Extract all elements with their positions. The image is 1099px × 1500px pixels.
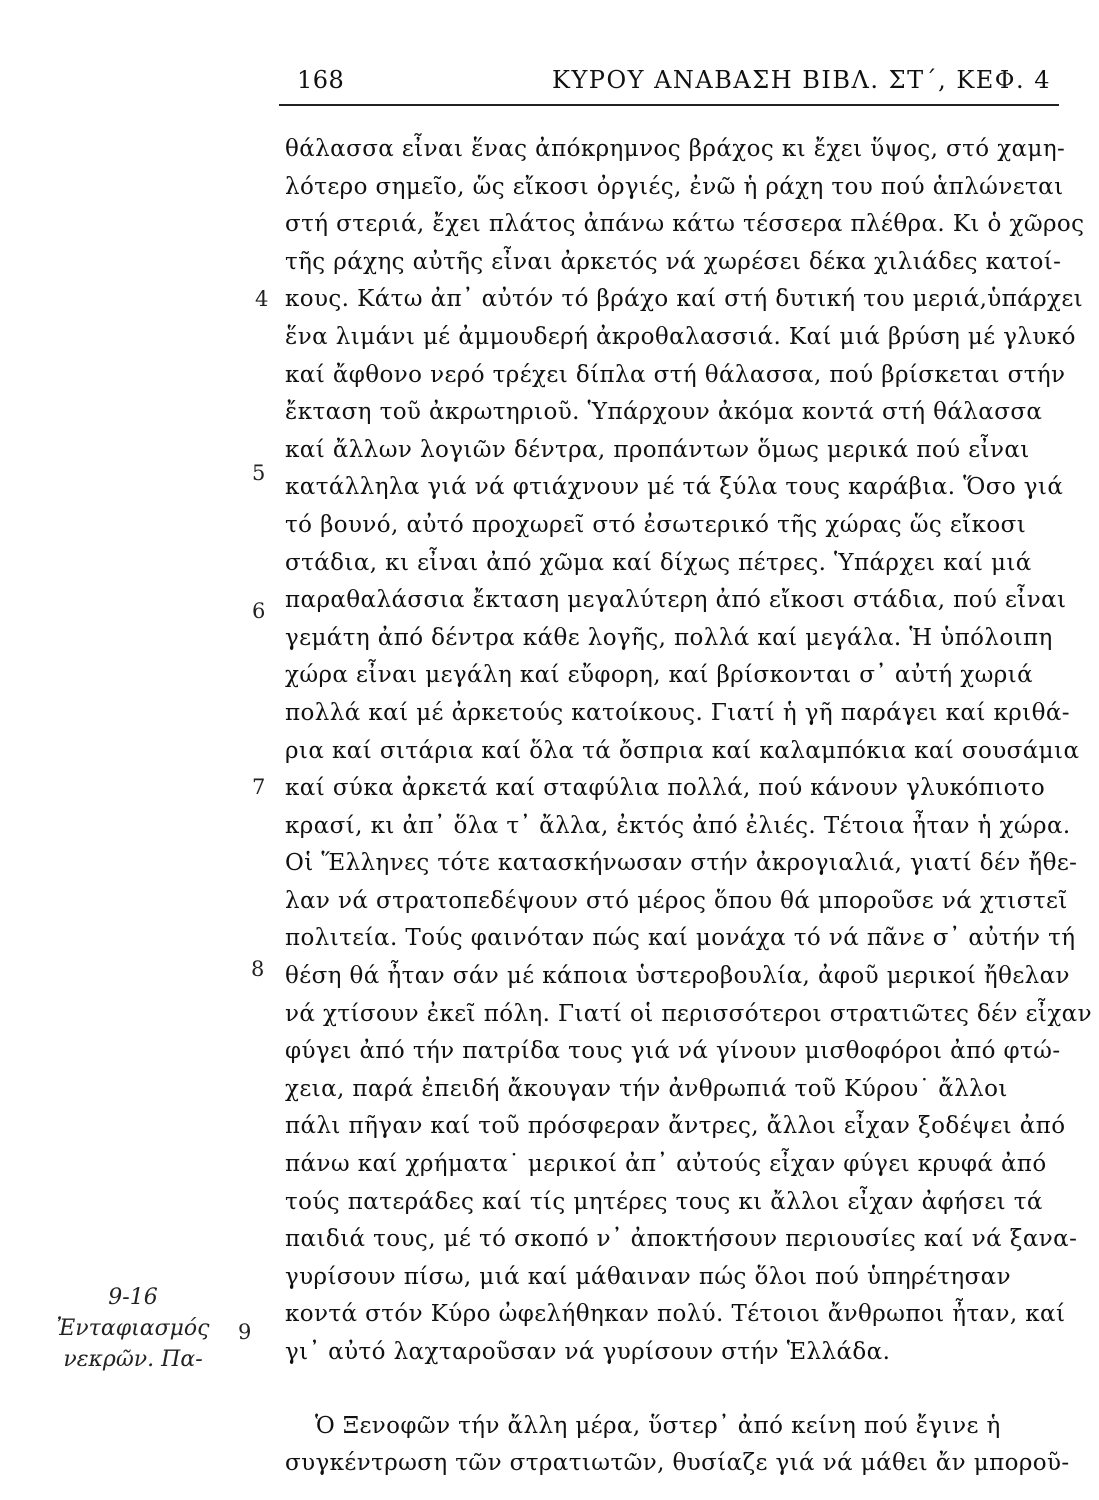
text-line: χεια, παρά ἐπειδή ἄκουγαν τήν ἀνθρωπιά τοῦ Κύρου˙ ἄλλοι — [285, 1075, 1008, 1102]
page-header — [283, 66, 1051, 100]
text-line: τούς πατεράδες καί τίς μητέρες τους κι ἄλλοι εἶχαν ἀφήσει τά — [285, 1188, 1043, 1215]
text-line: θέση θά ἦταν σάν μέ κάποια ὑστεροβουλία, ἀφοῦ μερικοί ἤθελαν — [285, 963, 1070, 990]
section-number: 9 — [238, 1320, 252, 1344]
text-line: Ὁ Ξενοφῶν τήν ἄλλη μέρα, ὕστερ᾽ ἀπό κείνη πού ἔγινε ἡ — [315, 1412, 1001, 1439]
text-line: καί σύκα ἀρκετά καί σταφύλια πολλά, πού κάνουν γλυκόπιοτο — [285, 775, 1046, 802]
text-line: λαν νά στρατοπεδέψουν στό μέρος ὅπου θά μποροῦσε νά χτιστεῖ — [285, 887, 1068, 914]
text-line: κοντά στόν Κύρο ὠφελήθηκαν πολύ. Τέτοιοι ἄνθρωποι ἦταν, καί — [285, 1301, 1066, 1328]
text-line: ρια καί σιτάρια καί ὅλα τά ὄσπρια καί καλαμπόκια καί σουσάμια — [285, 737, 1080, 764]
text-line: πολιτεία. Τούς φαινόταν πώς καί μονάχα τό νά πᾶνε σ᾽ αὐτήν τή — [285, 925, 1076, 952]
text-line: καί ἄλλων λογιῶν δέντρα, προπάντων ὅμως μερικά πού εἶναι — [285, 436, 1030, 463]
running-title: ΚΥΡΟΥ ΑΝΑΒΑΣΗ ΒΙΒΛ. ΣΤ΄, ΚΕΦ. 4 — [552, 66, 1051, 94]
text-line: συγκέντρωση τῶν στρατιωτῶν, θυσίαζε γιά νά μάθει ἄν μποροῦ- — [285, 1450, 1070, 1477]
text-line: καί ἄφθονο νερό τρέχει δίπλα στή θάλασσα, πού βρίσκεται στήν — [285, 361, 1066, 388]
body-text — [285, 131, 1092, 1483]
section-number: 8 — [251, 957, 265, 981]
text-line: γεμάτη ἀπό δέντρα κάθε λογῆς, πολλά καί μεγάλα. Ἡ ὑπόλοιπη — [285, 624, 1053, 651]
section-number: 7 — [252, 775, 266, 799]
section-number: 4 — [255, 287, 269, 311]
text-line: πάλι πῆγαν καί τοῦ πρόσφεραν ἄντρες, ἄλλοι εἶχαν ξοδέψει ἀπό — [285, 1113, 1066, 1140]
text-line: ἕνα λιμάνι μέ ἀμμουδερή ἀκροθαλασσιά. Καί μιά βρύση μέ γλυκό — [285, 323, 1076, 350]
text-line: ἔκταση τοῦ ἀκρωτηριοῦ. Ὑπάρχουν ἀκόμα κοντά στή θάλασσα — [285, 399, 1043, 426]
section-number: 6 — [252, 599, 266, 623]
text-line: παιδιά τους, μέ τό σκοπό ν᾽ ἀποκτήσουν περιουσίες καί νά ξανα- — [285, 1226, 1078, 1253]
text-line: κατάλληλα γιά νά φτιάχνουν μέ τά ξύλα τους καράβια. Ὅσο γιά — [285, 474, 1064, 501]
text-line: παραθαλάσσια ἔκταση μεγαλύτερη ἀπό εἴκοσι στάδια, πού εἶναι — [285, 587, 1067, 614]
text-line: Οἱ Ἕλληνες τότε κατασκήνωσαν στήν ἀκρογιαλιά, γιατί δέν ἤθε- — [285, 850, 1078, 877]
text-line: στάδια, κι εἶναι ἀπό χῶμα καί δίχως πέτρες. Ὑπάρχει καί μιά — [285, 549, 1032, 576]
text-line: φύγει ἀπό τήν πατρίδα τους γιά νά γίνουν μισθοφόροι ἀπό φτώ- — [285, 1038, 1061, 1065]
margin-note-line: νεκρῶν. Πα- — [63, 1347, 203, 1372]
text-line: λότερο σημεῖο, ὥς εἴκοσι ὀργιές, ἐνῶ ἡ ράχη του πού ἁπλώνεται — [285, 173, 1064, 200]
text-line: γι᾽ αὐτό λαχταροῦσαν νά γυρίσουν στήν Ἑλλάδα. — [285, 1339, 891, 1365]
page-number: 168 — [297, 66, 345, 94]
text-line: τῆς ράχης αὐτῆς εἶναι ἀρκετός νά χωρέσει δέκα χιλιάδες κατοί- — [285, 248, 1062, 275]
text-line: κρασί, κι ἀπ᾽ ὅλα τ᾽ ἄλλα, ἐκτός ἀπό ἐλιές. Τέτοια ἦταν ἡ χώρα. — [285, 812, 1071, 839]
text-line: χώρα εἶναι μεγάλη καί εὔφορη, καί βρίσκονται σ᾽ αὐτή χωριά — [285, 662, 1034, 689]
text-line: τό βουνό, αὐτό προχωρεῖ στό ἐσωτερικό τῆς χώρας ὥς εἴκοσι — [285, 511, 1027, 538]
text-line: θάλασσα εἶναι ἕνας ἀπόκρημνος βράχος κι ἔχει ὕψος, στό χαμη- — [285, 136, 1066, 162]
margin-note-line: Ἐνταφιασμός — [56, 1316, 210, 1341]
text-line: πάνω καί χρήματα˙ μερικοί ἀπ᾽ αὐτούς εἶχαν φύγει κρυφά ἀπό — [285, 1151, 1047, 1178]
text-line: στή στεριά, ἔχει πλάτος ἀπάνω κάτω τέσσερα πλέθρα. Κι ὁ χῶρος — [285, 211, 1085, 238]
section-number: 5 — [252, 461, 266, 485]
text-line: νά χτίσουν ἐκεῖ πόλη. Γιατί οἱ περισσότεροι στρατιῶτες δέν εἶχαν — [285, 1000, 1092, 1027]
margin-note — [44, 1282, 222, 1375]
text-line: κους. Κάτω ἀπ᾽ αὐτόν τό βράχο καί στή δυτική του μεριά,ὑπάρχει — [285, 286, 1084, 313]
paragraph-gap — [285, 1372, 1075, 1408]
margin-note-range: 9-16 — [108, 1285, 158, 1310]
text-line: γυρίσουν πίσω, μιά καί μάθαιναν πώς ὅλοι πού ὑπηρέτησαν — [285, 1263, 1011, 1290]
text-line: πολλά καί μέ ἀρκετούς κατοίκους. Γιατί ἡ γῆ παράγει καί κριθά- — [285, 699, 1070, 726]
header-rule — [279, 104, 1059, 106]
